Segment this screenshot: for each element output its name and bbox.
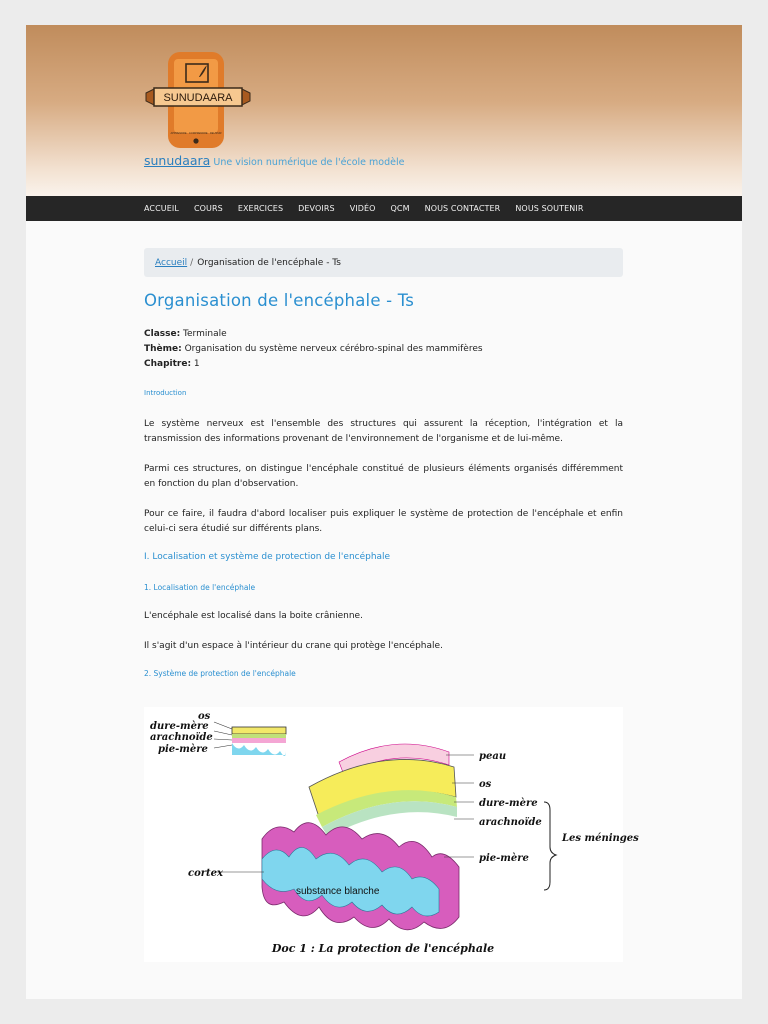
intro-heading: Introduction	[144, 389, 187, 397]
meta-chapitre	[144, 357, 623, 372]
subsection-1-paragraph-2: Il s'agit d'un espace à l'intérieur du crane qui protège l'encéphale.	[144, 641, 443, 651]
intro-paragraph-2: Parmi ces structures, on distingue l'encéphale constitué de plusieurs éléments organisés différemment en fonction du plan d'observation.	[144, 464, 623, 489]
meta-chapitre-label: Chapitre:	[144, 359, 192, 369]
inset-label-os: os	[198, 711, 211, 722]
section-1-heading: I. Localisation et système de protection de l'encéphale	[144, 552, 391, 562]
figure-caption: Doc 1 : La protection de l'encéphale	[271, 942, 495, 955]
subsection-1-paragraph-1: L'encéphale est localisé dans la boite crânienne.	[144, 611, 363, 621]
intro-paragraph-3: Pour ce faire, il faudra d'abord localiser puis expliquer le système de protection de l'encéphale et enfin celui-ci sera étudié sur différents plans.	[144, 509, 623, 534]
label-cortex: cortex	[188, 868, 223, 879]
meta-classe	[144, 327, 623, 342]
nav-item-devoirs[interactable]: DEVOIRS	[298, 204, 335, 213]
article-content	[144, 291, 623, 695]
label-arachnoide: arachnoïde	[479, 817, 542, 828]
meninges-figure	[144, 707, 639, 962]
nav-item-cours[interactable]: COURS	[193, 204, 223, 213]
meta-theme-label: Thème:	[144, 344, 182, 354]
site-description: Une vision numérique de l'école modèle	[210, 157, 405, 168]
nav-item-qcm[interactable]: QCM	[390, 204, 410, 213]
meninges-diagram	[144, 707, 639, 962]
subsection-1-heading: 1. Localisation de l'encéphale	[144, 583, 256, 592]
inset-label-arachnoide: arachnoïde	[150, 732, 213, 743]
inset-label-pie-mere: pie-mère	[158, 744, 208, 755]
site-header	[26, 25, 742, 196]
site-logo[interactable]	[144, 50, 252, 150]
label-pie-mere: pie-mère	[479, 853, 529, 864]
label-meninges: Les méninges	[562, 833, 639, 844]
label-os: os	[479, 779, 492, 790]
logo-text: SUNUDAARA	[163, 92, 233, 104]
logo-subtext: APPRENDRE · COMPRENDRE · REUSSIR	[170, 132, 222, 135]
breadcrumb-current: Organisation de l'encéphale - Ts	[197, 257, 341, 268]
nav-item-soutenir[interactable]: NOUS SOUTENIR	[515, 204, 584, 213]
site-name-link[interactable]: sunudaara	[144, 153, 211, 168]
meta-theme	[144, 342, 623, 357]
intro-paragraph-1: Le système nerveux est l'ensemble des structures qui assurent la réception, l'intégration et la transmission des informations provenant de l'environnement de l'organisme et de lui-même.	[144, 419, 623, 444]
nav-item-exercices[interactable]: EXERCICES	[237, 204, 284, 213]
course-meta	[144, 327, 623, 372]
inset-layers	[214, 722, 286, 756]
nav-item-video[interactable]: VIDÉO	[349, 204, 376, 213]
page-title: Organisation de l'encéphale - Ts	[144, 291, 415, 310]
breadcrumb	[144, 248, 623, 277]
page-container	[26, 25, 742, 999]
meta-classe-value: Terminale	[180, 329, 227, 339]
main-navbar	[26, 196, 742, 221]
breadcrumb-separator: /	[190, 257, 194, 268]
label-dure-mere: dure-mère	[479, 798, 538, 809]
meta-chapitre-value: 1	[191, 359, 200, 369]
inset-label-dure-mere: dure-mère	[150, 721, 209, 732]
nav-item-contact[interactable]: NOUS CONTACTER	[424, 204, 501, 213]
subsection-2-heading: 2. Système de protection de l'encéphale	[144, 669, 296, 678]
brain-section	[216, 744, 556, 930]
meta-classe-label: Classe:	[144, 329, 181, 339]
site-tagline	[144, 153, 404, 168]
meta-theme-value: Organisation du système nerveux cérébro-spinal des mammifères	[181, 344, 483, 354]
nav-item-accueil[interactable]: ACCUEIL	[144, 204, 179, 213]
breadcrumb-home-link[interactable]: Accueil	[155, 257, 188, 268]
label-peau: peau	[479, 751, 507, 762]
label-substance-blanche: substance blanche	[296, 886, 380, 897]
